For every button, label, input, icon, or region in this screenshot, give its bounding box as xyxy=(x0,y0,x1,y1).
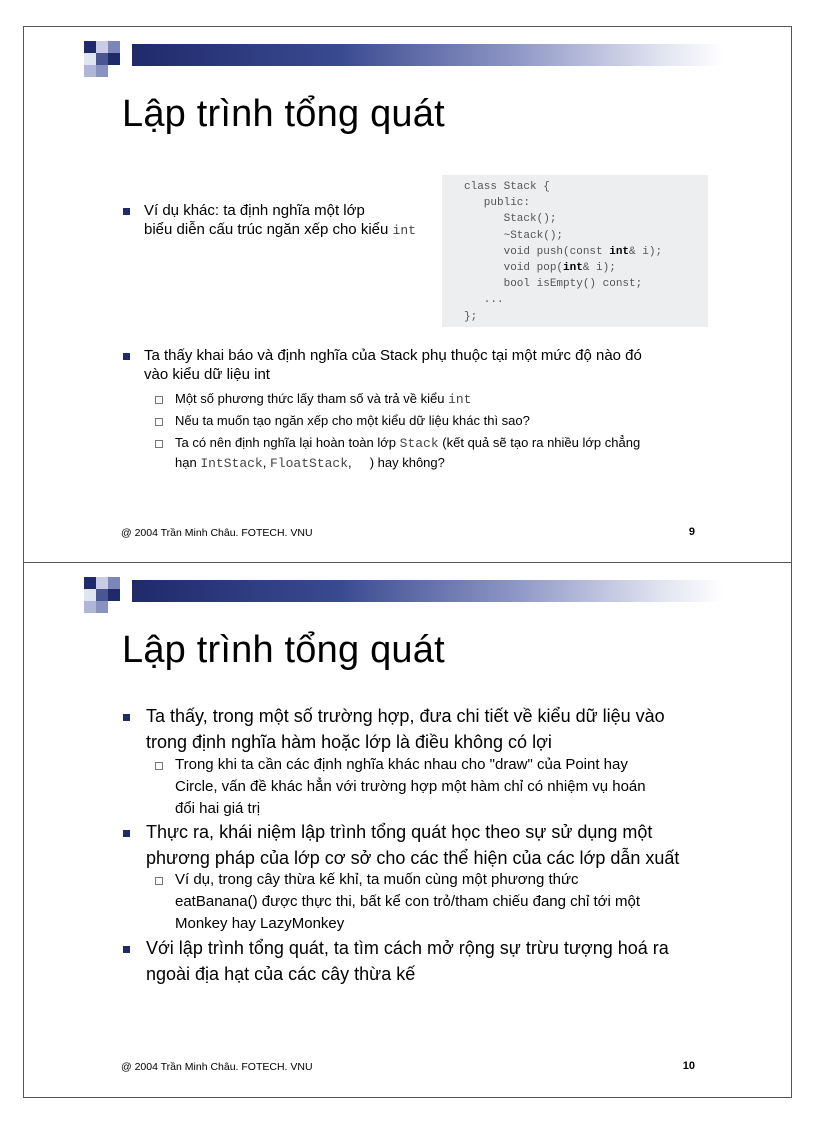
bullet-text: Ta thấy, trong một số trường hợp, đưa chi tiết về kiểu dữ liệu vào trong định nghĩa hàm hoặc lớp là điều không có lợi xyxy=(146,706,665,752)
sub-bullet-text: Trong khi ta cần các định nghĩa khác nhau cho "draw" của Point hay Circle, vấn đề khác hẳn với trường hợp một hàm chỉ có nhiệm vụ hoán đổi hai giá trị xyxy=(175,756,646,817)
code-block: class Stack { public: Stack(); ~Stack(); void push(const int& i); void pop(int& i); bool isEmpty() const; ... }; xyxy=(442,175,708,327)
bullet-icon xyxy=(123,208,130,215)
bullet-icon xyxy=(123,714,130,721)
bullet-text: Thực ra, khái niệm lập trình tổng quát học theo sự sử dụng một phương pháp của lớp cơ sở cho các thể hiện của các lớp dẫn xuất xyxy=(146,822,680,868)
logo-icon xyxy=(84,41,128,79)
page-number: 10 xyxy=(682,1060,695,1072)
code-line-pop: void pop(int& i); xyxy=(464,262,616,275)
sub-bullet-icon xyxy=(155,396,163,404)
slide-title: Lập trình tổng quát xyxy=(122,93,445,135)
code-line-push: void push(const int& i); xyxy=(464,245,663,258)
sub-bullet-text: Một số phương thức lấy tham số và trả về kiểu int xyxy=(175,391,472,407)
bullet-text: Với lập trình tổng quát, ta tìm cách mở rộng sự trừu tượng hoá ra ngoài địa hạt của các cây thừa kế xyxy=(146,938,669,984)
sub-bullet-icon xyxy=(155,877,163,885)
bullet-text: Ví dụ khác: ta định nghĩa một lớp biểu diễn cấu trúc ngăn xếp cho kiểu int xyxy=(144,202,416,238)
slide-9 xyxy=(23,26,792,563)
bullet-icon xyxy=(123,830,130,837)
bullet-icon xyxy=(123,946,130,953)
slide-title: Lập trình tổng quát xyxy=(122,629,445,671)
sub-bullet-icon xyxy=(155,762,163,770)
footer-text: @ 2004 Trần Minh Châu. FOTECH. VNU xyxy=(121,1061,313,1073)
sub-bullet-icon xyxy=(155,440,163,448)
header-bar xyxy=(132,44,724,66)
page-number: 9 xyxy=(688,526,695,538)
logo-icon xyxy=(84,577,128,615)
sub-bullet-text: Ví dụ, trong cây thừa kế khỉ, ta muốn cùng một phương thức eatBanana() được thực thi, bất kể con trỏ/tham chiếu đang chỉ tới một Monkey hay LazyMonkey xyxy=(175,871,640,932)
sub-bullet-text: Nếu ta muốn tạo ngăn xếp cho một kiểu dữ liệu khác thì sao? xyxy=(175,413,530,428)
bullet-text: Ta thấy khai báo và định nghĩa của Stack phụ thuộc tại một mức độ nào đó vào kiểu dữ liệu int xyxy=(144,347,642,383)
footer-text: @ 2004 Trần Minh Châu. FOTECH. VNU xyxy=(121,527,313,539)
sub-bullet-icon xyxy=(155,418,163,426)
sub-bullet-text: Ta có nên định nghĩa lại hoàn toàn lớp Stack (kết quả sẽ tạo ra nhiều lớp chẳng hạn IntStack, FloatStack, ) hay không? xyxy=(175,435,641,471)
header-bar xyxy=(132,580,724,602)
slide-10 xyxy=(23,562,792,1098)
bullet-icon xyxy=(123,353,130,360)
